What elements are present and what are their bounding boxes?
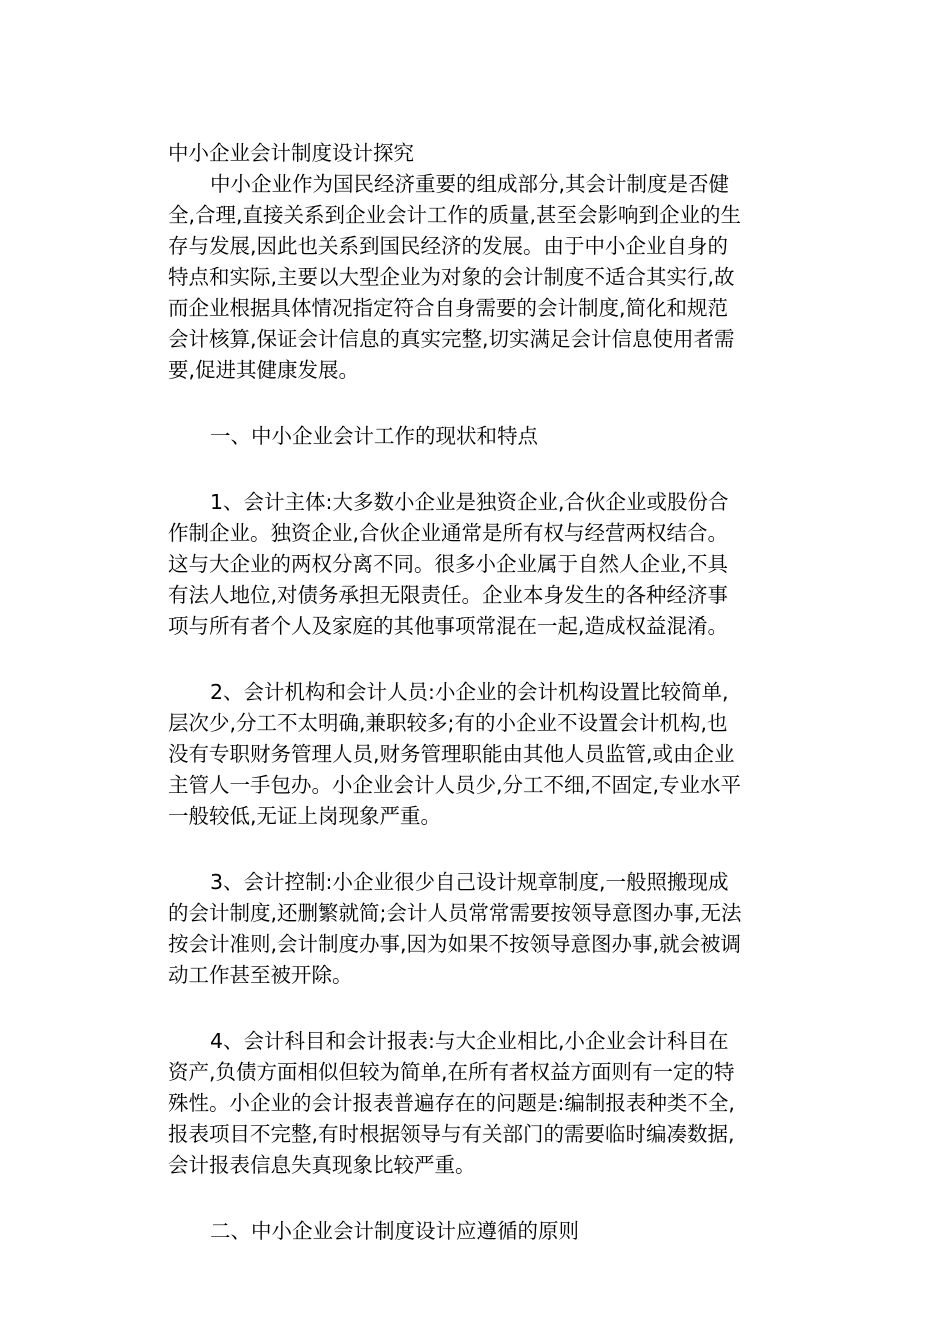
- intro-line: 要,促进其健康发展。: [168, 358, 360, 382]
- item-3-line: 动工作甚至被开除。: [168, 963, 353, 987]
- paragraph-gap: [168, 832, 784, 867]
- item-2-paragraph: [168, 677, 784, 832]
- item-2-line: 没有专职财务管理人员,财务管理职能由其他人员监管,或由企业: [168, 742, 735, 766]
- paragraph-gap: [168, 642, 784, 677]
- paragraph-gap: [168, 991, 784, 1026]
- item-4-line: 4、会计科目和会计报表:与大企业相比,小企业会计科目在: [210, 1029, 729, 1053]
- intro-line: 中小企业作为国民经济重要的组成部分,其会计制度是否健: [210, 172, 730, 196]
- item-3-line: 3、会计控制:小企业很少自己设计规章制度,一般照搬现成: [210, 870, 729, 894]
- section-heading-2: 二、中小企业会计制度设计应遵循的原则: [210, 1219, 579, 1243]
- item-3-line: 的会计制度,还删繁就简;会计人员常常需要按领导意图办事,无法: [168, 901, 742, 925]
- item-1-line: 这与大企业的两权分离不同。很多小企业属于自然人企业,不具: [168, 552, 729, 576]
- item-1-line: 有法人地位,对债务承担无限责任。企业本身发生的各种经济事: [168, 583, 729, 607]
- item-4-paragraph: [168, 1026, 784, 1181]
- item-4-line: 资产,负债方面相似但较为简单,在所有者权益方面则有一定的特: [168, 1060, 735, 1084]
- item-4-line: 报表项目不完整,有时根据领导与有关部门的需要临时编凑数据,: [168, 1122, 735, 1146]
- intro-line: 全,合理,直接关系到企业会计工作的质量,甚至会影响到企业的生: [168, 203, 742, 227]
- paragraph-gap: [168, 386, 784, 421]
- item-1-line: 项与所有者个人及家庭的其他事项常混在一起,造成权益混淆。: [168, 614, 729, 638]
- document-page: [168, 138, 784, 1247]
- section-heading-1: 一、中小企业会计工作的现状和特点: [210, 424, 538, 448]
- item-2-line: 层次少,分工不太明确,兼职较多;有的小企业不设置会计机构,也: [168, 711, 728, 735]
- item-2-line: 一般较低,无证上岗现象严重。: [168, 804, 442, 828]
- item-3-line: 按会计准则,会计制度办事,因为如果不按领导意图办事,就会被调: [168, 932, 742, 956]
- intro-line: 而企业根据具体情况指定符合自身需要的会计制度,简化和规范: [168, 296, 729, 320]
- item-1-line: 1、会计主体:大多数小企业是独资企业,合伙企业或股份合: [210, 490, 729, 514]
- intro-paragraph: [168, 169, 784, 386]
- intro-line: 存与发展,因此也关系到国民经济的发展。由于中小企业自身的: [168, 234, 729, 258]
- item-1-line: 作制企业。独资企业,合伙企业通常是所有权与经营两权结合。: [168, 521, 729, 545]
- document-title: 中小企业会计制度设计探究: [168, 141, 414, 165]
- paragraph-gap: [168, 1181, 784, 1216]
- item-2-line: 主管人一手包办。小企业会计人员少,分工不细,不固定,专业水平: [168, 773, 742, 797]
- item-1-paragraph: [168, 487, 784, 642]
- paragraph-gap: [168, 452, 784, 487]
- item-2-line: 2、会计机构和会计人员:小企业的会计机构设置比较简单,: [210, 680, 729, 704]
- intro-line: 特点和实际,主要以大型企业为对象的会计制度不适合其实行,故: [168, 265, 735, 289]
- item-4-line: 会计报表信息失真现象比较严重。: [168, 1153, 476, 1177]
- intro-line: 会计核算,保证会计信息的真实完整,切实满足会计信息使用者需: [168, 327, 735, 351]
- item-3-paragraph: [168, 867, 784, 991]
- item-4-line: 殊性。小企业的会计报表普遍存在的问题是:编制报表种类不全,: [168, 1091, 735, 1115]
